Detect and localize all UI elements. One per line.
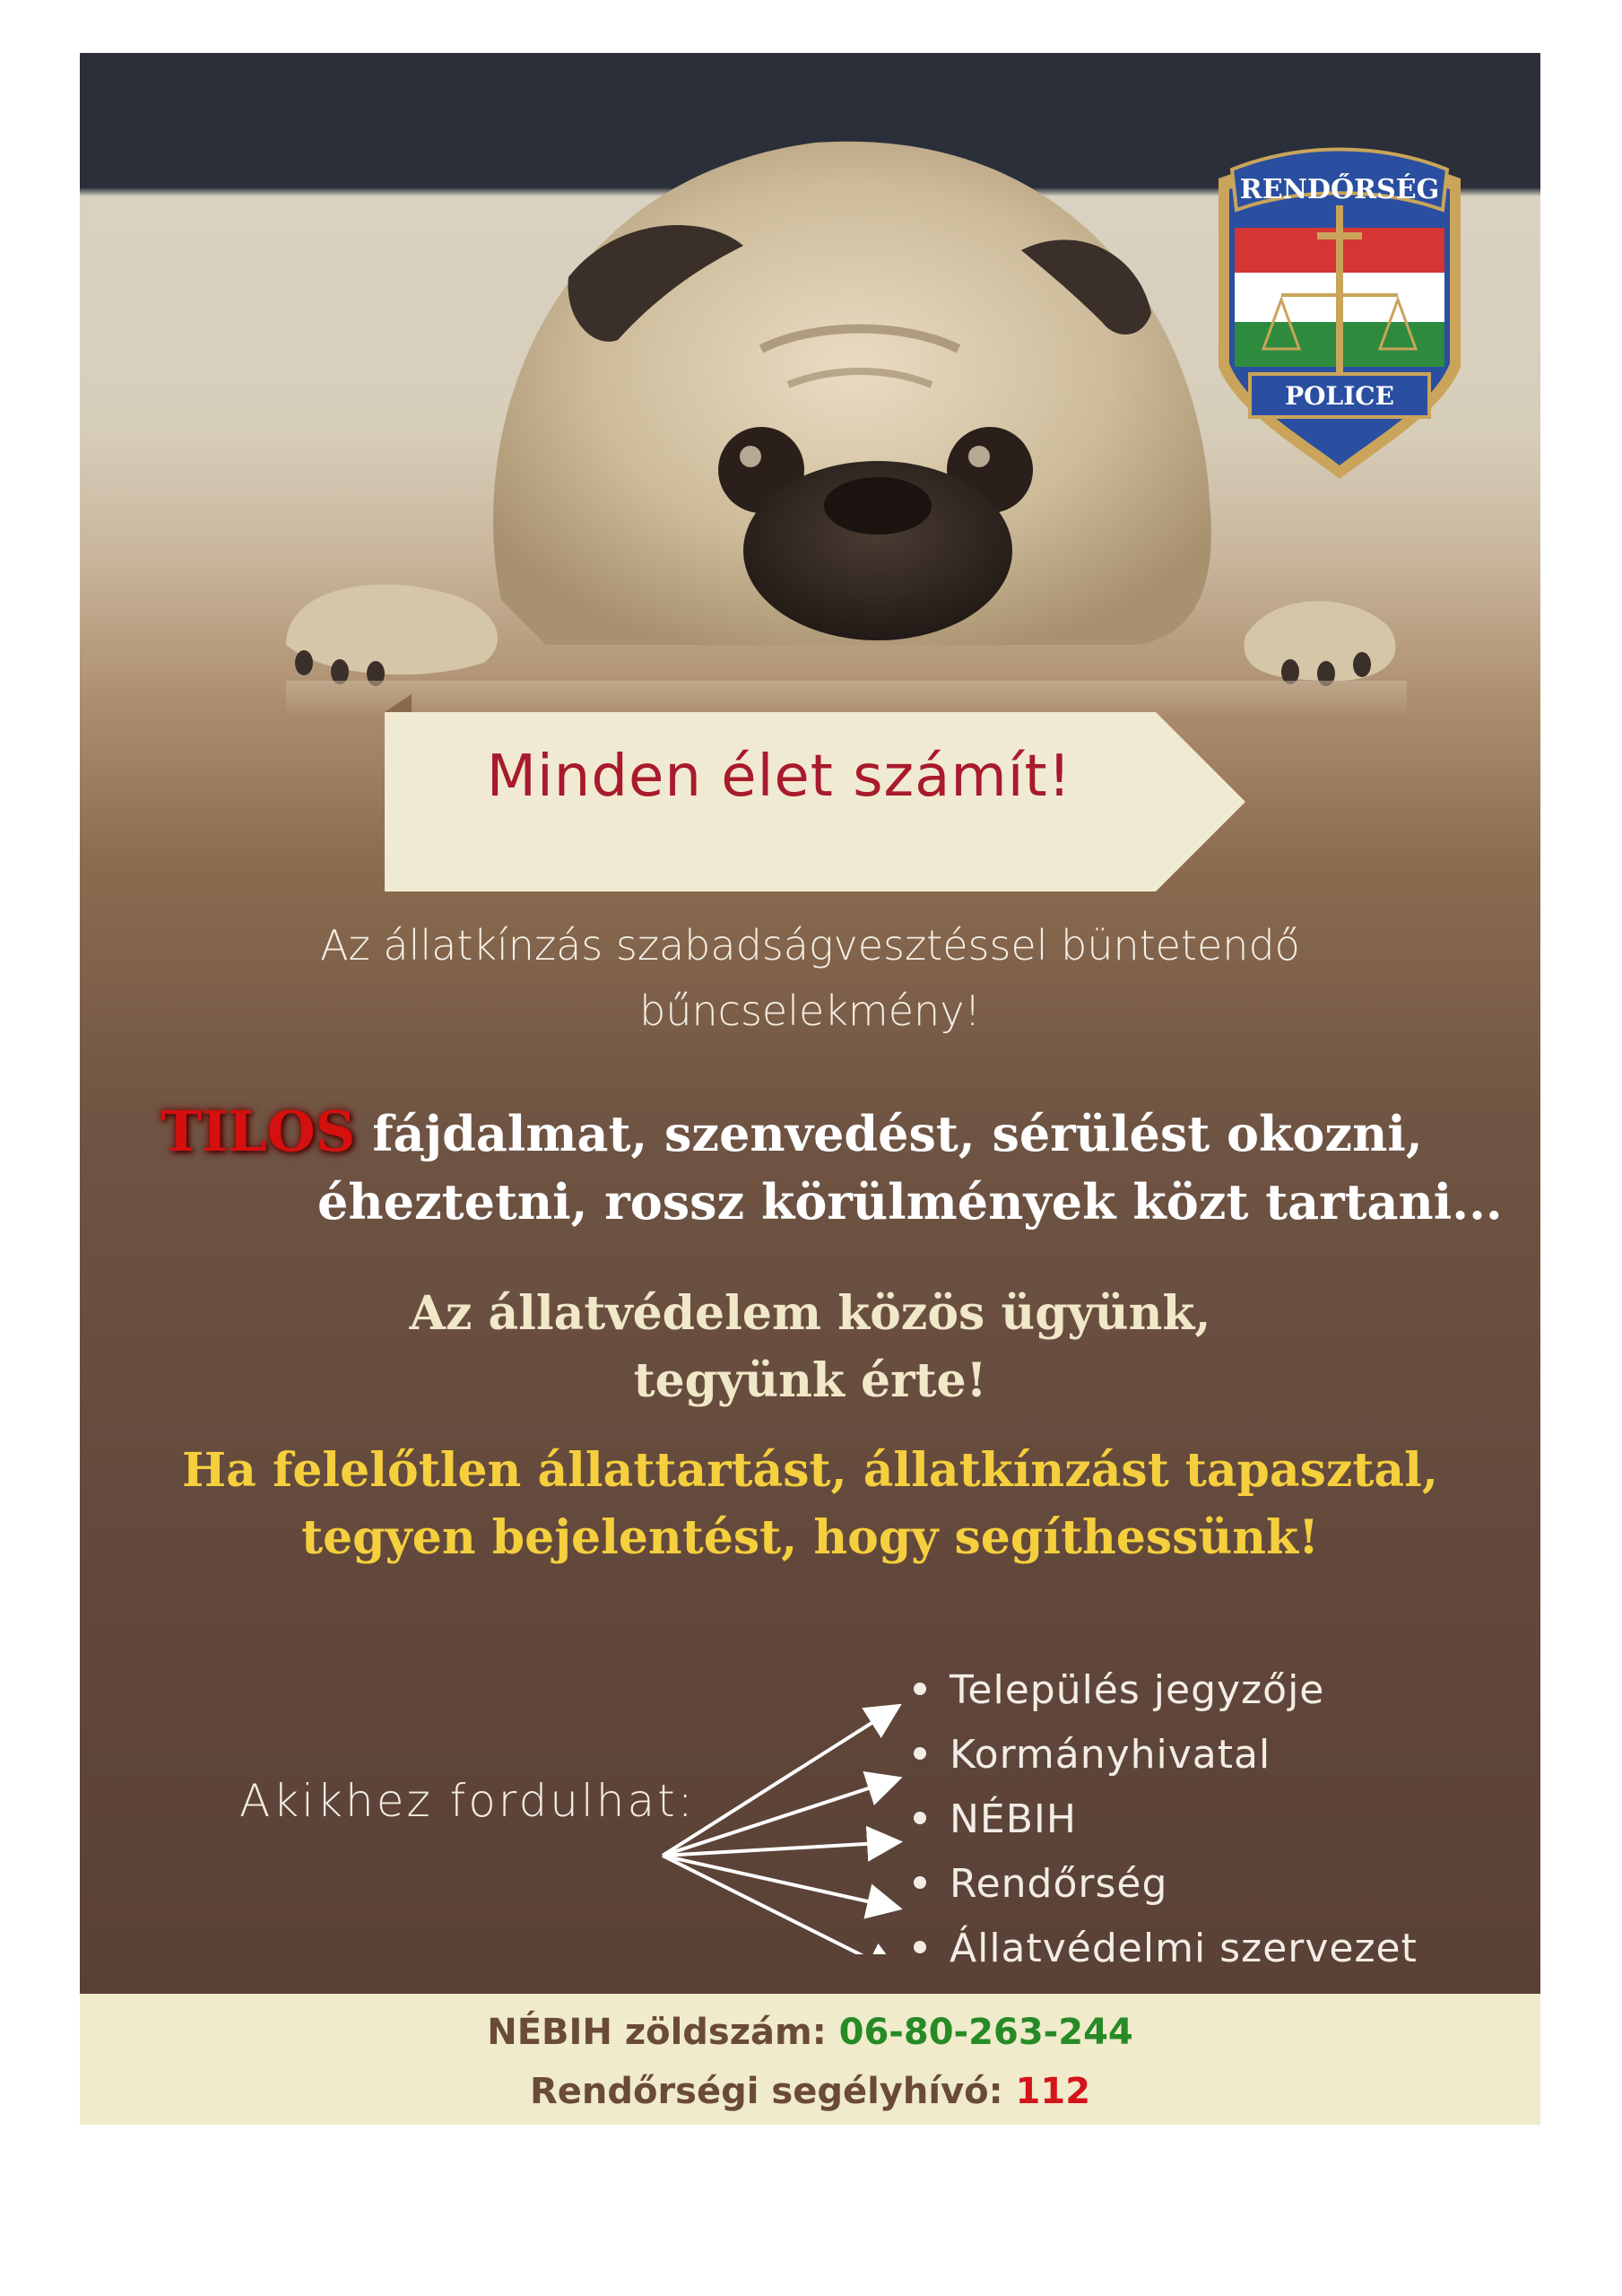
bullet-icon bbox=[914, 1941, 926, 1953]
contact-label: Rendőrség bbox=[950, 1861, 1168, 1907]
nebih-hotline bbox=[80, 2012, 1540, 2053]
statement-line-2: bűncselekmény! bbox=[639, 987, 981, 1035]
contacts-label: Akikhez fordulhat: bbox=[239, 1775, 696, 1827]
police-number: 112 bbox=[1015, 2071, 1091, 2112]
protection-line-1: Az állatvédelem közös ügyünk, bbox=[409, 1286, 1211, 1341]
badge-bottom-text: POLICE bbox=[1285, 381, 1394, 411]
prohibition-line-1: fájdalmat, szenvedést, sérülést okozni, bbox=[355, 1105, 1423, 1162]
police-badge-logo bbox=[1201, 143, 1479, 483]
contact-label: NÉBIH bbox=[950, 1796, 1077, 1842]
contact-item bbox=[914, 1667, 1324, 1713]
protection-line-2: tegyünk érte! bbox=[633, 1353, 987, 1408]
headline: Minden élet számít! bbox=[486, 744, 1072, 810]
contact-item bbox=[914, 1926, 1418, 1971]
bullet-icon bbox=[914, 1683, 926, 1695]
nebih-label: NÉBIH zöldszám: bbox=[487, 2012, 839, 2053]
contact-item bbox=[914, 1796, 1077, 1842]
contact-label: Kormányhivatal bbox=[950, 1732, 1271, 1778]
contact-item bbox=[914, 1732, 1271, 1778]
report-line-1: Ha felelőtlen állattartást, állatkínzást tapasztal, bbox=[182, 1443, 1438, 1498]
prohibition-text bbox=[160, 1098, 1505, 1236]
bullet-icon bbox=[914, 1876, 926, 1889]
police-label: Rendőrségi segélyhívó: bbox=[529, 2071, 1016, 2112]
badge-top-text: RENDŐRSÉG bbox=[1239, 174, 1440, 205]
poster bbox=[80, 53, 1540, 1994]
statement-line-1: Az állatkínzás szabadságvesztéssel büntetendő bbox=[320, 921, 1300, 970]
contact-label: Település jegyzője bbox=[950, 1667, 1325, 1713]
prohibition-keyword: TILOS bbox=[160, 1099, 356, 1164]
contact-label: Állatvédelmi szervezet bbox=[950, 1926, 1418, 1971]
police-emergency bbox=[80, 2071, 1540, 2112]
bullet-icon bbox=[914, 1812, 926, 1824]
footer bbox=[80, 1994, 1540, 2125]
prohibition-line-2: éheztetni, rossz körülmények közt tartani... bbox=[317, 1173, 1503, 1231]
report-line-2: tegyen bejelentést, hogy segíthessünk! bbox=[301, 1510, 1319, 1565]
contact-item bbox=[914, 1861, 1167, 1907]
nebih-number: 06-80-263-244 bbox=[838, 2012, 1133, 2053]
bullet-icon bbox=[914, 1747, 926, 1760]
